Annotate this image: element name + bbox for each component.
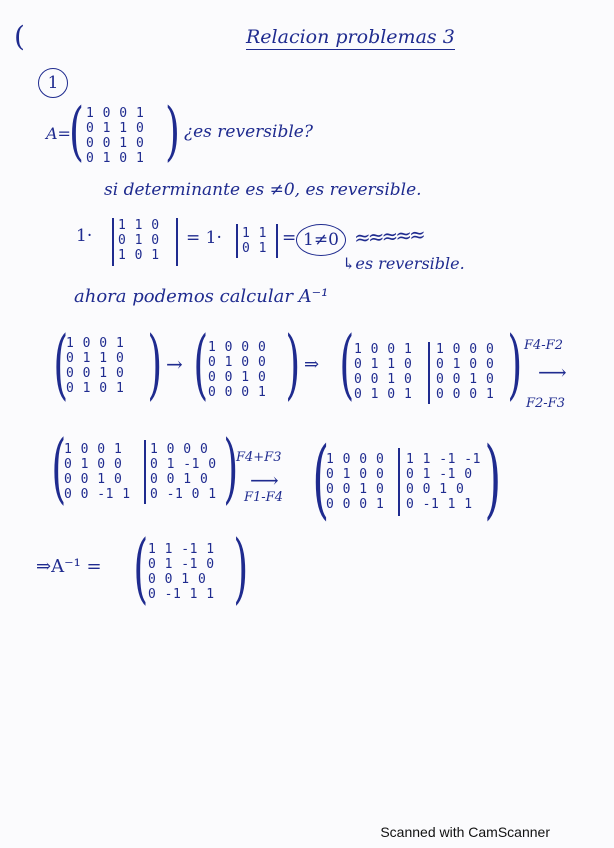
scanner-watermark: Scanned with CamScanner xyxy=(380,824,550,840)
matrix-row: 1 1 -1 -1 xyxy=(406,452,481,467)
matrix-row: 1 0 0 1 xyxy=(64,442,123,457)
matrix-row: 1 0 0 0 xyxy=(326,452,385,467)
r1-matrix-a xyxy=(66,336,124,396)
r2-res-rparen: ) xyxy=(484,429,502,529)
matrix-row: 0 1 0 1 xyxy=(354,387,413,402)
matrix-row: 1 0 0 0 xyxy=(436,342,495,357)
answer-rparen: ) xyxy=(233,523,249,612)
matrix-row: 1 0 0 1 xyxy=(354,342,413,357)
matrix-row: 0 1 -1 0 xyxy=(150,457,217,472)
page-title: Relacion problemas 3 xyxy=(246,26,455,48)
r1-implies: ⇒ xyxy=(304,354,320,375)
r2-res-right xyxy=(406,452,481,512)
r2-divider xyxy=(144,440,146,504)
matrix-row: 0 0 0 1 xyxy=(326,497,385,512)
matrix-row: 1 1 -1 1 xyxy=(148,542,215,557)
r1-aug-rparen: ) xyxy=(507,319,523,408)
matrix-row: 0 0 1 0 xyxy=(354,372,413,387)
r2-aug-right xyxy=(150,442,217,502)
matrix-row: 0 0 -1 1 xyxy=(64,487,131,502)
scribble: ≈≈≈≈≈ xyxy=(353,222,424,250)
question-text: ¿es reversible? xyxy=(184,122,313,142)
matrix-row: 1 0 0 0 xyxy=(150,442,209,457)
r1-op1: F4-F2 xyxy=(524,338,563,353)
matrix-row: 0 0 0 1 xyxy=(208,385,267,400)
matrix-row: 0 0 1 0 xyxy=(86,136,145,151)
matrix-row: 1 0 0 1 xyxy=(66,336,125,351)
r2-res-lparen: ( xyxy=(312,429,330,529)
matrix-row: 0 0 0 1 xyxy=(436,387,495,402)
matrix-row: 0 1 -1 0 xyxy=(148,557,215,572)
matrix-row: 0 1 0 0 xyxy=(64,457,123,472)
det-lead: 1· xyxy=(76,226,93,246)
det-result-text: 1≠0 xyxy=(303,230,339,250)
matrix-row: 1 0 1 xyxy=(118,248,160,263)
matrix-row: 0 1 1 0 xyxy=(66,351,125,366)
r2-res-left xyxy=(326,452,384,512)
matrix-row: 0 -1 1 1 xyxy=(406,497,473,512)
problem-number xyxy=(38,68,68,98)
matrix-row: 0 1 1 0 xyxy=(86,121,145,136)
det-matrix xyxy=(118,218,160,263)
r2-op1: F4+F3 xyxy=(236,450,282,465)
answer-matrix xyxy=(148,542,215,602)
matrix-row: 0 0 1 0 xyxy=(66,366,125,381)
matrix-row: 0 1 0 1 xyxy=(86,151,145,166)
det-left-bar xyxy=(112,218,114,266)
matrix-row: 1 1 0 xyxy=(118,218,160,233)
det-small-left-bar xyxy=(236,224,238,258)
r1-op2: F2-F3 xyxy=(526,396,565,411)
matrix-row: 0 0 1 0 xyxy=(148,572,207,587)
matrix-row: 0 0 1 0 xyxy=(150,472,209,487)
calc-note: ahora podemos calcular A⁻¹ xyxy=(74,286,329,307)
matrix-row: 0 1 0 1 xyxy=(66,381,125,396)
matrix-row: 0 1 xyxy=(242,241,267,256)
determinant-note: si determinante es ≠0, es reversible. xyxy=(104,180,422,200)
problem-number-text: 1 xyxy=(47,73,59,93)
r1-arrow: → xyxy=(166,352,183,376)
r1-m1-rparen: ) xyxy=(147,319,163,408)
r1-aug-lparen: ( xyxy=(339,319,355,408)
matrix-row: 0 -1 1 1 xyxy=(148,587,215,602)
matrix-row: 0 -1 0 1 xyxy=(150,487,217,502)
matrix-row: 0 0 1 0 xyxy=(64,472,123,487)
r2-res-divider xyxy=(398,448,400,516)
r1-aug-right xyxy=(436,342,494,402)
matrix-row: 1 0 0 0 xyxy=(208,340,267,355)
det-small-right-bar xyxy=(276,224,278,258)
r1-aug-left xyxy=(354,342,412,402)
matrix-row: 1 1 xyxy=(242,226,267,241)
det-equals: = xyxy=(282,228,297,248)
r1-identity xyxy=(208,340,266,400)
question-matrix xyxy=(86,106,144,166)
r1-m1-lparen: ( xyxy=(53,319,69,408)
r1-aug-divider xyxy=(428,342,430,404)
reversible-note: ↳es reversible. xyxy=(342,254,465,273)
question-matrix-rparen: ) xyxy=(164,95,180,169)
matrix-row: 0 0 1 0 xyxy=(436,372,495,387)
matrix-row: 1 0 0 1 xyxy=(86,106,145,121)
r2-op-arrow: ⟶ xyxy=(250,468,279,492)
det-result xyxy=(296,224,346,256)
answer-label: ⇒A⁻¹ = xyxy=(36,556,102,577)
matrix-row: 0 1 1 0 xyxy=(354,357,413,372)
matrix-row: 0 1 0 xyxy=(118,233,160,248)
r2-lparen: ( xyxy=(51,423,67,512)
det-small-matrix xyxy=(242,226,267,256)
matrix-row: 0 0 1 0 xyxy=(326,482,385,497)
matrix-row: 0 1 0 0 xyxy=(208,355,267,370)
r1-op-arrow: ⟶ xyxy=(538,360,567,384)
question-matrix-lparen: ( xyxy=(68,95,84,169)
matrix-row: 0 0 1 0 xyxy=(406,482,465,497)
r1-m2-lparen: ( xyxy=(193,319,209,408)
r2-op2: F1-F4 xyxy=(244,490,283,505)
answer-lparen: ( xyxy=(133,523,149,612)
matrix-row: 0 0 1 0 xyxy=(208,370,267,385)
matrix-row: 0 1 -1 0 xyxy=(406,467,473,482)
r2-aug-left xyxy=(64,442,131,502)
det-mid: = 1· xyxy=(186,228,222,248)
det-right-bar xyxy=(176,218,178,266)
matrix-label: A= xyxy=(46,124,71,143)
matrix-row: 0 1 0 0 xyxy=(326,467,385,482)
r2-rparen: ) xyxy=(223,423,239,512)
r1-m2-rparen: ) xyxy=(285,319,301,408)
margin-paren: ( xyxy=(14,20,25,53)
matrix-row: 0 1 0 0 xyxy=(436,357,495,372)
